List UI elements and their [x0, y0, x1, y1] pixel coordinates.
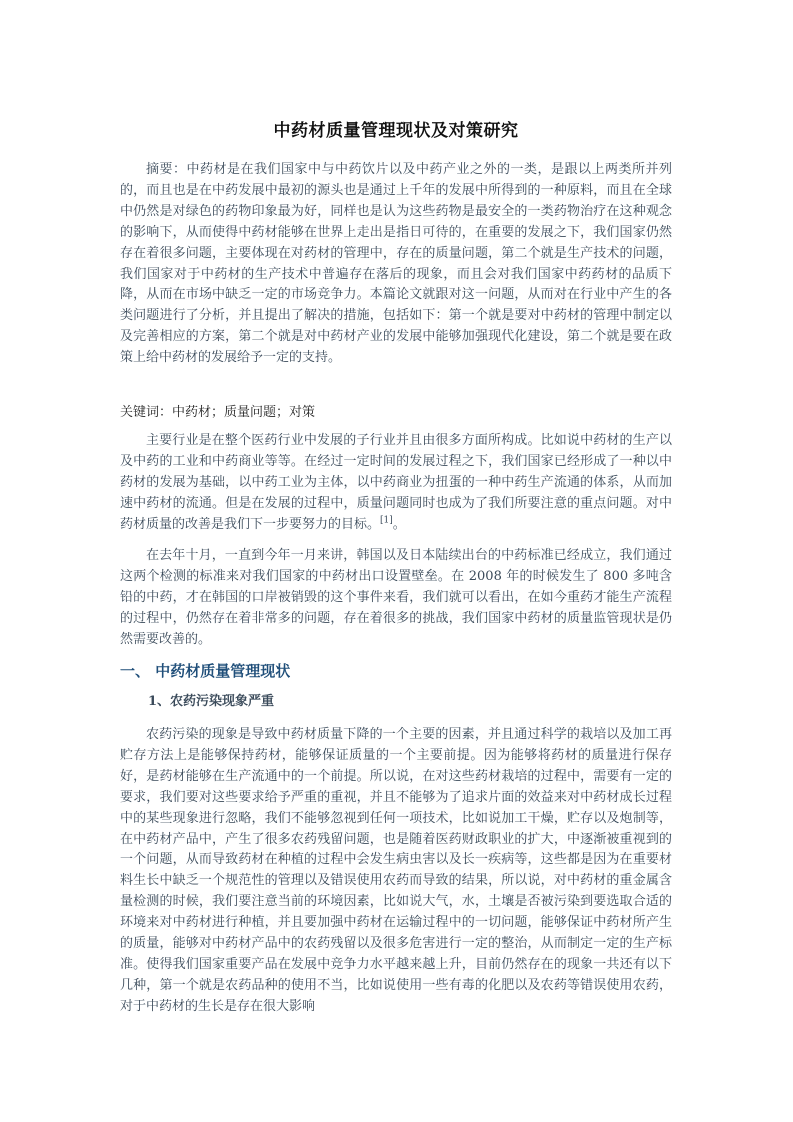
abstract-paragraph: 摘要：中药材是在我们国家中与中药饮片以及中药产业之外的一类，是跟以上两类所并列的，而且也是在中药发展中最初的源头也是通过上千年的发展中所得到的一种原料，而且在全球中仍然是对绿色的药物印象最为好，同样也是认为这些药物是最安全的一类药物治疗在这种观念的影响下，从而使得中药材能够在世界上走出是指日可待的，在重要的发展之下，我们国家仍然存在着很多问题，主要体现在对药材的管理中，存在的质量问题，第二个就是生产技术的问题，我们国家对于中药材的生产技术中普遍存在落后的现象，而且会对我们国家中药药材的品质下降，从而在市场中缺乏一定的市场竞争力。本篇论文就跟对这一问题，从而对在行业中产生的各类问题进行了分析，并且提出了解决的措施，包括如下：第一个就是要对中药材的管理中制定以及完善相应的方案，第二个就是对中药材产业的发展中能够加强现代化建设，第二个就是要在政策上给中药材的发展给予一定的支持。: [120, 162, 672, 366]
section-heading: 一、 中药材质量管理现状: [120, 662, 291, 680]
keywords-line: 关键词：中药材；质量问题；对策: [120, 405, 316, 420]
body-paragraph-2: 在去年十月，一直到今年一月来讲，韩国以及日本陆续出台的中药标准已经成立，我们通过这两个检测的标准来对我们国家的中药材出口设置壁垒。在 2008 年的时候发生了 800 多吨含铅的中药，才在韩国的口岸被销毁的这个事件来看，我们就可以看出，在如今重药才能生产流程的过程中，仍然存在着非常多的问题，存在着很多的挑战，我们国家中药材的质量监管现状是仍然需要改善的。: [120, 548, 672, 647]
subsection-heading: 1、农药污染现象严重: [148, 694, 275, 709]
body-paragraph-3: 农药污染的现象是导致中药材质量下降的一个主要的因素，并且通过科学的栽培以及加工再贮存方法上是能够保持药材，能够保证质量的一个主要前提。因为能够将药材的质量进行保存好，是药材能够在生产流通中的一个前提。所以说，在对这些药材栽培的过程中，需要有一定的要求，我们要对这些要求给予严重的重视，并且不能够为了追求片面的效益来对中药材成长过程中的某些现象进行忽略，我们不能够忽视到任何一项技术，比如说加工干燥，贮存以及炮制等，在中药材产品中，产生了很多农药残留问题，也是随着医药财政职业的扩大，中逐渐被重视到的一个问题，从而导致药材在种植的过程中会发生病虫害以及长一疾病等，这些都是因为在重要材料生长中缺乏一个规范性的管理以及错误使用农药而导致的结果，所以说，对中药材的重金属含量检测的时候，我们要注意当前的环境因素，比如说大气，水，土壤是否被污染到要选取合适的环境来对中药材进行种植，并且要加强中药材在运输过程中的一切问题，能够保证中药材所产生的质量，能够对中药材产品中的农药残留以及很多危害进行一定的整治，从而制定一定的生产标准。使得我们国家重要产品在发展中竞争力水平越来越上升，目前仍然存在的现象一共还有以下几种，第一个就是农药品种的使用不当，比如说使用一些有毒的化肥以及农药等错误使用农药，对于中药材的生长是存在很大影响: [120, 727, 672, 1014]
document-title: 中药材质量管理现状及对策研究: [273, 121, 519, 141]
body-paragraph-1-text: 主要行业是在整个医药行业中发展的子行业并且由很多方面所构成。比如说中药材的生产以及中药的工业和中药商业等等。在经过一定时间的发展过程之下，我们国家已经形成了一种以中药材的发展为基础，以中药工业为主体，以中药商业为扭蛋的一种中药生产流通的体系，从而加速中药材的流通。但是在发展的过程中，质量问题同时也成为了我们所要注意的重点问题。对中药材质量的改善是我们下一步要努力的目标。: [120, 433, 672, 532]
citation-ref: [1]: [380, 515, 393, 526]
body-paragraph-1-end: 。: [392, 516, 406, 532]
body-paragraph-1: [120, 431, 672, 536]
